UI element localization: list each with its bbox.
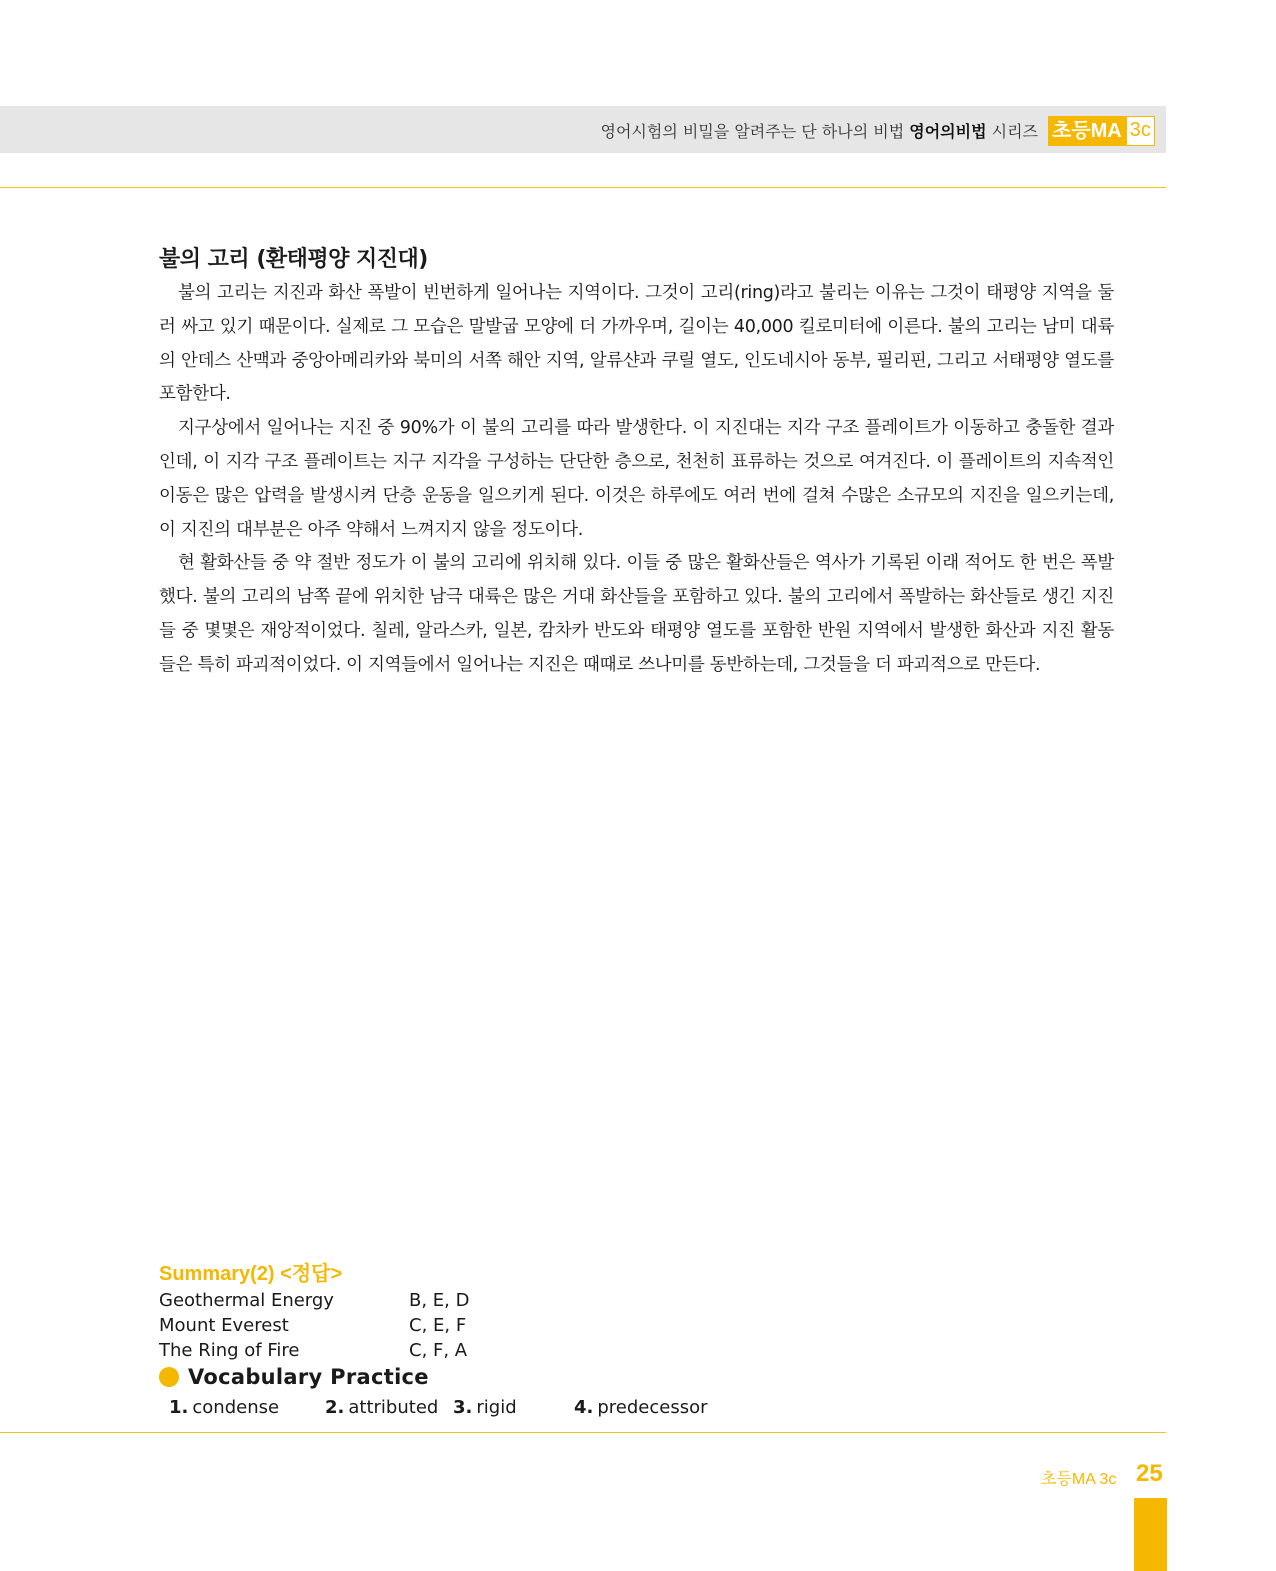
page-number: 25 bbox=[1136, 1460, 1163, 1487]
summary-answer: C, E, F bbox=[409, 1315, 467, 1336]
summary-answer: C, F, A bbox=[409, 1340, 468, 1361]
vocab-num: 1. bbox=[169, 1397, 189, 1418]
vocab-num: 3. bbox=[453, 1397, 473, 1418]
summary-label: Mount Everest bbox=[159, 1315, 289, 1336]
brand-logo bbox=[1048, 116, 1155, 146]
page-side-tab bbox=[1134, 1498, 1167, 1571]
vocab-num: 2. bbox=[325, 1397, 345, 1418]
summary-title: Summary(2) <정답> bbox=[159, 1263, 343, 1285]
summary-answer: B, E, D bbox=[409, 1290, 470, 1311]
header-series-name: 영어의비법 bbox=[909, 122, 987, 141]
vocab-item-3 bbox=[453, 1397, 517, 1418]
top-divider bbox=[0, 187, 1166, 188]
article-paragraph-2: 지구상에서 일어나는 지진 중 90%가 이 불의 고리를 따라 발생한다. 이 지진대는 지각 구조 플레이트가 이동하고 충돌한 결과인데, 이 지각 구조 플레이트는 지구 지각을 구성하는 단단한 층으로, 천천히 표류하는 것으로 여겨진다. 이 플레이트의 지속적인 이동은 많은 압력을 발생시켜 단층 운동을 일으키게 된다. 이것은 하루에도 여러 번에 걸쳐 수많은 소규모의 지진을 일으키는데, 이 지진의 대부분은 아주 약해서 느껴지지 않을 정도이다. bbox=[159, 418, 1114, 540]
footer-label: 초등MA 3c bbox=[1041, 1471, 1117, 1488]
vocab-list bbox=[159, 1389, 859, 1423]
brand-main: 초등MA bbox=[1048, 116, 1126, 146]
answer-section bbox=[159, 1257, 859, 1423]
article-paragraph-3: 현 활화산들 중 약 절반 정도가 이 불의 고리에 위치해 있다. 이들 중 많은 활화산들은 역사가 기록된 이래 적어도 한 번은 폭발했다. 불의 고리의 남쪽 끝에 위치한 남극 대륙은 많은 거대 화산들을 포함하고 있다. 불의 고리에서 폭발하는 화산들로 생긴 지진들 중 몇몇은 재앙적이었다. 칠레, 알라스카, 일본, 캄차카 반도와 태평양 열도를 포함한 반원 지역에서 발생한 화산과 지진 활동들은 특히 파괴적이었다. 이 지역들에서 일어나는 지진은 때때로 쓰나미를 동반하는데, 그것들을 더 파괴적으로 만든다. bbox=[159, 553, 1114, 675]
vocab-word: condense bbox=[192, 1397, 280, 1418]
vocab-title-row bbox=[159, 1365, 859, 1389]
vocab-item-1 bbox=[169, 1397, 279, 1418]
summary-label: Geothermal Energy bbox=[159, 1290, 334, 1311]
vocab-word: rigid bbox=[476, 1397, 517, 1418]
bottom-divider bbox=[0, 1432, 1166, 1433]
summary-row bbox=[159, 1288, 859, 1313]
summary-label: The Ring of Fire bbox=[159, 1340, 300, 1361]
bullet-dot-icon bbox=[159, 1367, 179, 1387]
article bbox=[159, 242, 1114, 683]
summary-row bbox=[159, 1313, 859, 1338]
vocab-word: attributed bbox=[348, 1397, 439, 1418]
header-tagline-group bbox=[601, 119, 1038, 142]
brand-sub: 3c bbox=[1126, 116, 1155, 146]
header-tagline: 영어시험의 비밀을 알려주는 단 하나의 비법 bbox=[600, 122, 905, 141]
vocab-item-4 bbox=[574, 1397, 708, 1418]
vocab-title: Vocabulary Practice bbox=[188, 1365, 429, 1389]
summary-row bbox=[159, 1338, 859, 1363]
vocab-item-2 bbox=[325, 1397, 438, 1418]
article-title: 불의 고리 (환태평양 지진대) bbox=[159, 247, 428, 272]
vocab-num: 4. bbox=[574, 1397, 594, 1418]
vocab-word: predecessor bbox=[597, 1397, 708, 1418]
article-paragraph-1: 불의 고리는 지진과 화산 폭발이 빈번하게 일어나는 지역이다. 그것이 고리(ring)라고 불리는 이유는 그것이 태평양 지역을 둘러 싸고 있기 때문이다. 실제로 그 모습은 말발굽 모양에 더 가까우며, 길이는 40,000 킬로미터에 이른다. 불의 고리는 남미 대륙의 안데스 산맥과 중앙아메리카와 북미의 서쪽 해안 지역, 알류샨과 쿠릴 열도, 인도네시아 동부, 필리핀, 그리고 서태평양 열도를 포함한다. bbox=[159, 283, 1114, 405]
header-series-suffix: 시리즈 bbox=[991, 122, 1038, 141]
